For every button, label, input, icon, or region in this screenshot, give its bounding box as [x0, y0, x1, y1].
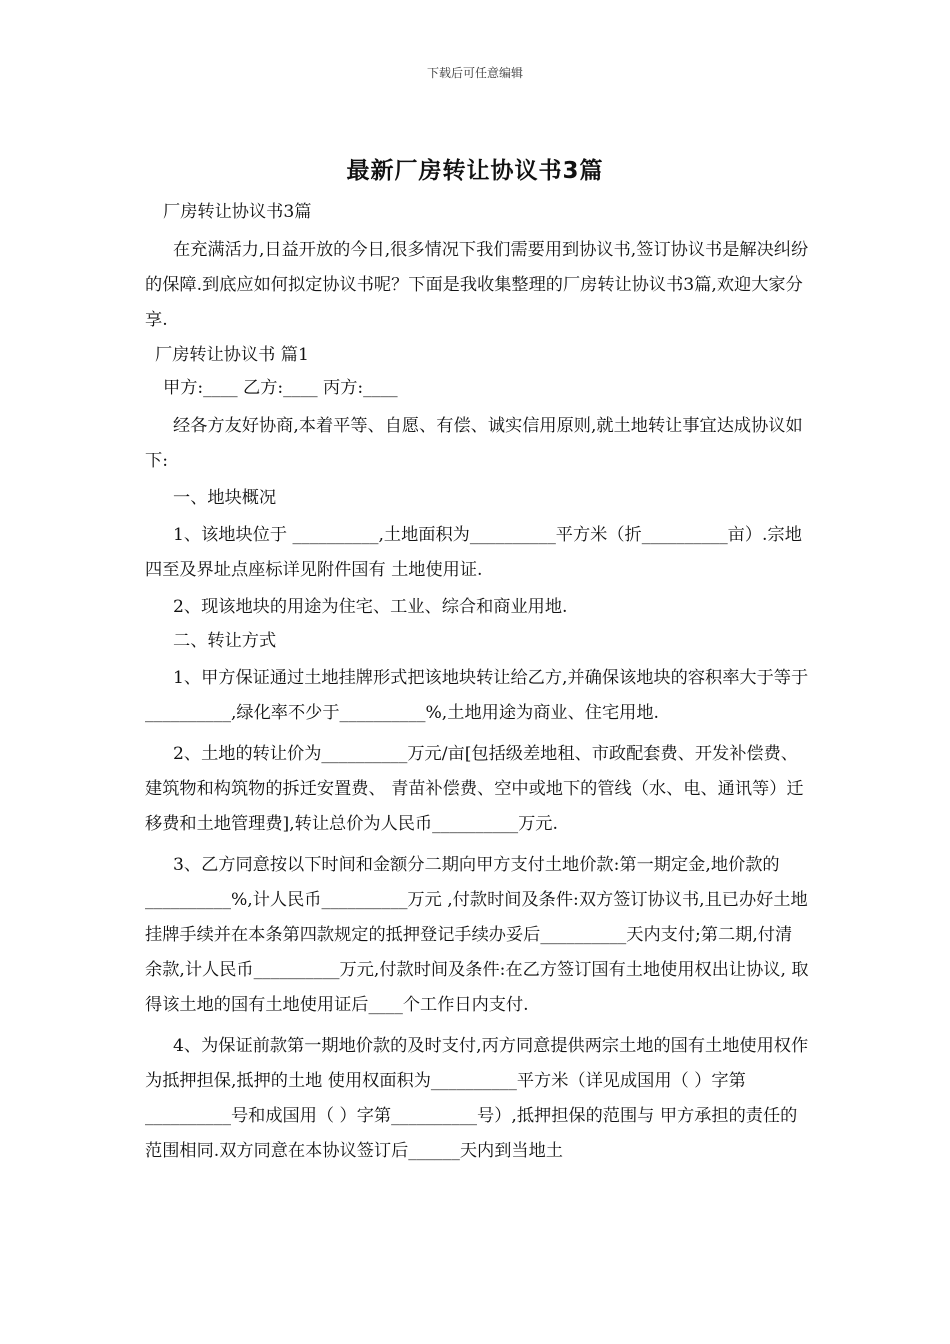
document-body: [145, 199, 809, 1169]
paragraph-clause-1-1: 1、该地块位于 __________,土地面积为__________平方米（折__________亩）.宗地四至及界址点座标详见附件国有 土地使用证.: [145, 525, 802, 580]
paragraph-clause-2-4: 4、为保证前款第一期地价款的及时支付,丙方同意提供两宗土地的国有土地使用权作为抵押担保,抵押的土地 使用权面积为__________平方米（详见成国用（ ）字第__________号和成国用（ ）字第__________号）,抵押担保的范围与 甲方承担的责任的范围相同.双方同意在本协议签订后______天内到当地土: [145, 1036, 809, 1161]
paragraph-clause-2-1: 1、甲方保证通过土地挂牌形式把该地块转让给乙方,并确保该地块的容积率大于等于__________,绿化率不少于__________%,土地用途为商业、住宅用地.: [145, 668, 809, 723]
paragraph-intro: 在充满活力,日益开放的今日,很多情况下我们需要用到协议书,签订协议书是解决纠纷的保障.到底应如何拟定协议书呢？下面是我收集整理的厂房转让协议书3篇,欢迎大家分享.: [145, 239, 809, 330]
paragraph-heading-transfer-method: 二、转让方式: [173, 630, 277, 651]
document-title: 最新厂房转让协议书3篇: [346, 158, 604, 184]
paragraph-agreement-preamble: 经各方友好协商,本着平等、自愿、有偿、诚实信用原则,就土地转让事宜达成协议如下:: [145, 415, 803, 471]
paragraph-clause-2-3: 3、乙方同意按以下时间和金额分二期向甲方支付土地价款:第一期定金,地价款的__________%,计人民币__________万元 ,付款时间及条件:双方签订协议书,且已办好土地挂牌手续并在本条第四款规定的抵押登记手续办妥后__________天内支付;第二期,付清余款,计人民币__________万元,付款时间及条件:在乙方签订国有土地使用权出让协议, 取得该土地的国有土地使用证后____个工作日内支付.: [145, 855, 809, 1015]
header-note: 下载后可任意编辑: [426, 66, 523, 80]
paragraph-section-heading: 厂房转让协议书 篇1: [155, 344, 309, 365]
paragraph-clause-2-2: 2、土地的转让价为__________万元/亩[包括级差地租、市政配套费、开发补偿费、建筑物和构筑物的拆迁安置费、 青苗补偿费、空中或地下的管线（水、电、通讯等）迁移费和土地管理费],转让总价为人民币__________万元.: [145, 744, 804, 834]
paragraph-clause-1-2: 2、现该地块的用途为住宅、工业、综合和商业用地.: [173, 597, 568, 617]
paragraph-parties: 甲方:____ 乙方:____ 丙方:____: [163, 378, 398, 398]
paragraph-heading-land-overview: 一、地块概况: [173, 487, 277, 508]
paragraph-subtitle: 厂房转让协议书3篇: [163, 202, 312, 222]
